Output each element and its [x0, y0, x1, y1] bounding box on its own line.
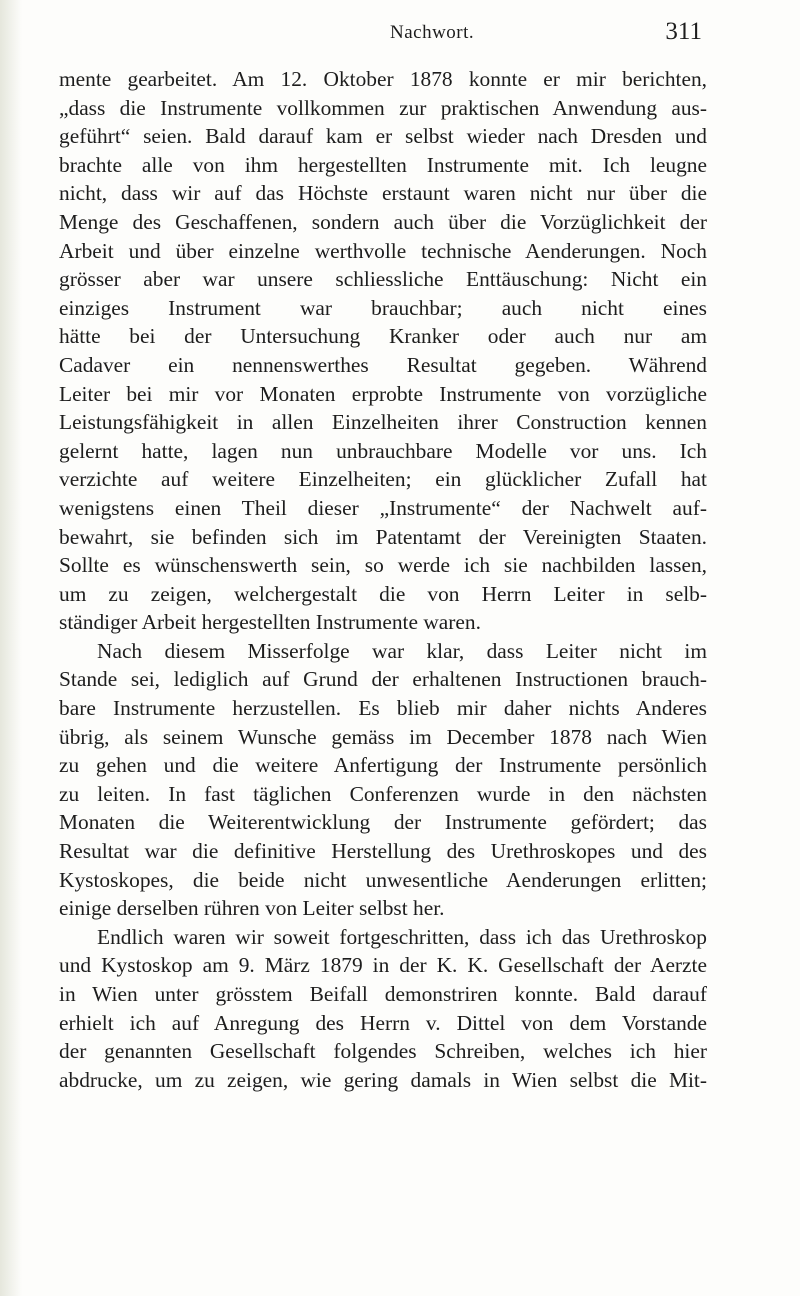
text-line: Arbeit und über einzelne werthvolle technische Aenderungen. Noch [59, 238, 707, 263]
text-line: Stande sei, lediglich auf Grund der erhaltenen Instructionen brauch- [59, 667, 707, 692]
text-line: der genannten Gesellschaft folgendes Schreiben, welches ich hier [59, 1039, 707, 1064]
text-line: Endlich waren wir soweit fortgeschritten, dass ich das Urethroskop [97, 924, 707, 949]
text-line: gelernt hatte, lagen nun unbrauchbare Modelle vor uns. Ich [59, 438, 707, 463]
text-line: Kystoskopes, die beide nicht unwesentliche Aenderungen erlitten; [59, 867, 707, 892]
text-line: Leiter bei mir vor Monaten erprobte Instrumente von vorzügliche [59, 381, 707, 406]
text-line: Menge des Geschaffenen, sondern auch über die Vorzüglichkeit der [59, 209, 707, 234]
text-line: Monaten die Weiterentwicklung der Instrumente gefördert; das [59, 810, 707, 835]
text-line: hätte bei der Untersuchung Kranker oder auch nur am [59, 324, 707, 349]
scan-edge-shadow [0, 0, 22, 1296]
text-line: einige derselben rühren von Leiter selbst her. [59, 896, 445, 921]
text-line: in Wien unter grösstem Beifall demonstriren konnte. Bald darauf [59, 982, 707, 1006]
text-line: zu leiten. In fast täglichen Conferenzen wurde in den nächsten [59, 781, 707, 806]
text-line: einziges Instrument war brauchbar; auch nicht eines [59, 295, 707, 320]
text-line: nicht, dass wir auf das Höchste erstaunt waren nicht nur über die [59, 181, 707, 206]
text-line: ständiger Arbeit hergestellten Instrumente waren. [59, 610, 481, 635]
text-line: grösser aber war unsere schliessliche Enttäuschung: Nicht ein [59, 267, 707, 292]
text-line: um zu zeigen, welchergestalt die von Herrn Leiter in selb- [59, 581, 707, 606]
running-header [0, 18, 800, 52]
text-line: wenigstens einen Theil dieser „Instrumente“ der Nachwelt auf- [59, 495, 707, 520]
paragraph-2 [59, 637, 707, 923]
text-line: abdrucke, um zu zeigen, wie gering damals in Wien selbst die Mit- [59, 1067, 707, 1092]
text-line: bare Instrumente herzustellen. Es blieb mir daher nichts Anderes [59, 696, 707, 721]
text-line: verzichte auf weitere Einzelheiten; ein glücklicher Zufall hat [59, 467, 707, 492]
text-line: Cadaver ein nennenswerthes Resultat gegeben. Während [59, 352, 707, 377]
text-line: und Kystoskop am 9. März 1879 in der K. K. Gesellschaft der Aerzte [59, 953, 707, 978]
text-line: zu gehen und die weitere Anfertigung der Instrumente persönlich [59, 753, 707, 778]
paragraph-3 [59, 923, 707, 1095]
text-line: Resultat war die definitive Herstellung des Urethroskopes und des [59, 839, 707, 864]
text-line: übrig, als seinem Wunsche gemäss im December 1878 nach Wien [59, 724, 707, 749]
text-line: erhielt ich auf Anregung des Herrn v. Dittel von dem Vorstande [59, 1010, 707, 1035]
text-line: Sollte es wünschenswerth sein, so werde ich sie nachbilden lassen, [59, 553, 707, 578]
text-line: Nach diesem Misserfolge war klar, dass Leiter nicht im [97, 638, 707, 663]
text-line: Leistungsfähigkeit in allen Einzelheiten ihrer Construction kennen [59, 410, 707, 435]
body-text [59, 65, 707, 1094]
running-title: Nachwort. [390, 22, 475, 43]
text-line: geführt“ seien. Bald darauf kam er selbst wieder nach Dresden und [59, 124, 707, 149]
text-line: brachte alle von ihm hergestellten Instrumente mit. Ich leugne [59, 152, 707, 177]
text-line: mente gearbeitet. Am 12. Oktober 1878 konnte er mir berichten, [59, 67, 707, 91]
text-line: „dass die Instrumente vollkommen zur praktischen Anwendung aus- [59, 95, 707, 120]
page-number: 311 [665, 18, 702, 45]
text-line: bewahrt, sie befinden sich im Patentamt der Vereinigten Staaten. [59, 524, 707, 549]
paragraph-1 [59, 65, 707, 637]
